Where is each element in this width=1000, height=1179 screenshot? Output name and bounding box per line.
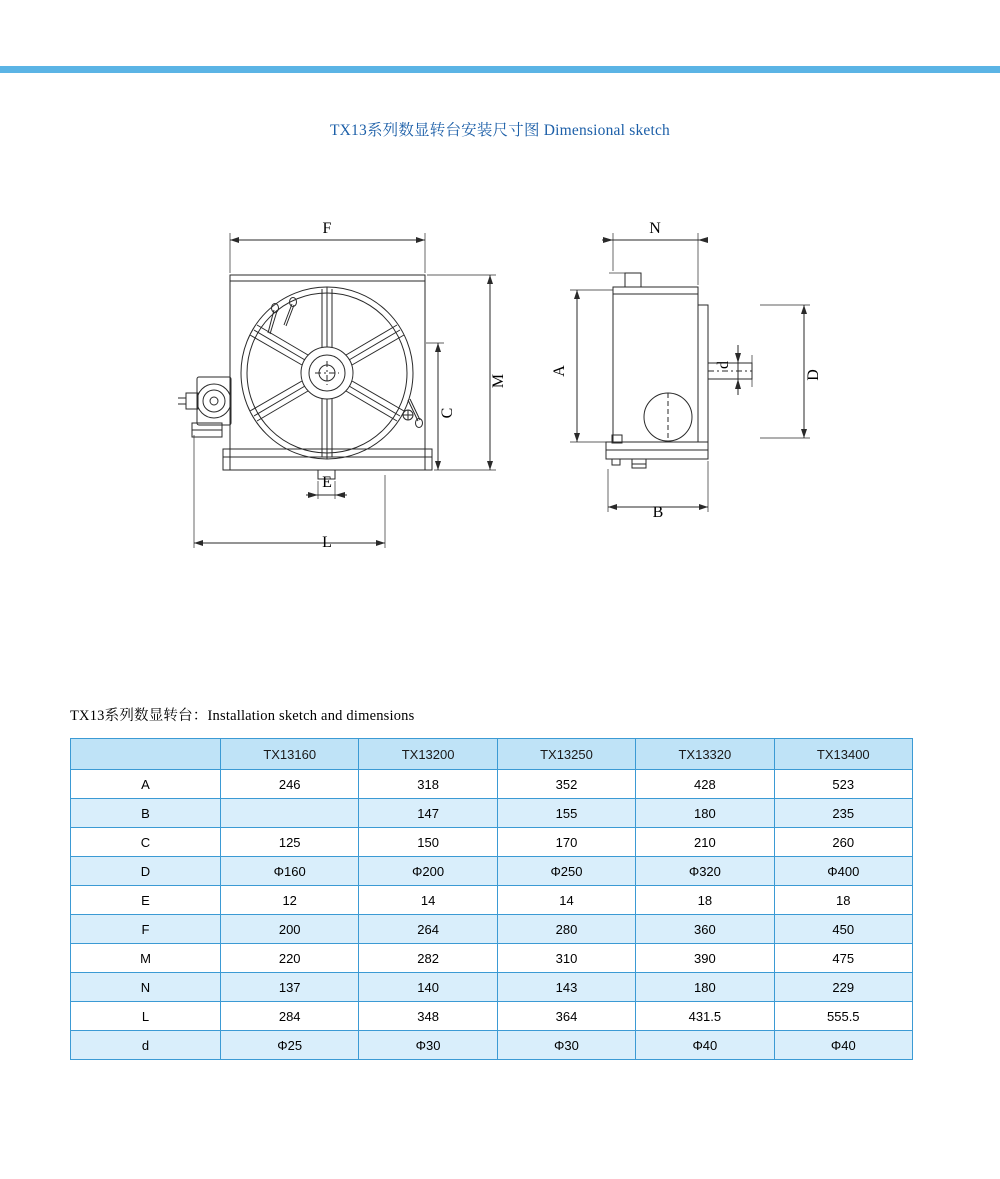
cell: 284: [221, 1002, 359, 1031]
cell: 555.5: [774, 1002, 912, 1031]
dimensions-table: [70, 738, 913, 1060]
table-row: [71, 1031, 913, 1060]
label-E: E: [322, 474, 332, 491]
label-L: L: [322, 534, 332, 551]
cell: 310: [497, 944, 635, 973]
table-row: [71, 886, 913, 915]
row-label: L: [71, 1002, 221, 1031]
table-row: [71, 828, 913, 857]
label-F: F: [322, 220, 332, 237]
row-label: d: [71, 1031, 221, 1060]
cell: 180: [636, 973, 774, 1002]
cell: 264: [359, 915, 497, 944]
cell: 200: [221, 915, 359, 944]
label-B: B: [652, 504, 664, 521]
dimensional-sketch: [60, 195, 940, 595]
cell: 280: [497, 915, 635, 944]
table-caption: TX13系列数显转台：Installation sketch and dimensions: [70, 708, 415, 724]
cell: 12: [221, 886, 359, 915]
cell: 235: [774, 799, 912, 828]
label-A: A: [551, 365, 568, 377]
cell: 318: [359, 770, 497, 799]
label-C: C: [439, 407, 456, 419]
cell: Φ25: [221, 1031, 359, 1060]
cell: 282: [359, 944, 497, 973]
row-label: D: [71, 857, 221, 886]
cell: Φ250: [497, 857, 635, 886]
cell: 143: [497, 973, 635, 1002]
cell: 475: [774, 944, 912, 973]
table-col-header-3: TX13250: [497, 739, 635, 770]
cell: 431.5: [636, 1002, 774, 1031]
cell: 523: [774, 770, 912, 799]
cell: Φ400: [774, 857, 912, 886]
cell: 150: [359, 828, 497, 857]
cell: 220: [221, 944, 359, 973]
cell: 14: [359, 886, 497, 915]
cell: 428: [636, 770, 774, 799]
cell: [221, 799, 359, 828]
row-label: A: [71, 770, 221, 799]
row-label: N: [71, 973, 221, 1002]
cell: 450: [774, 915, 912, 944]
table-row: [71, 799, 913, 828]
cell: 18: [774, 886, 912, 915]
table-row: [71, 973, 913, 1002]
cell: 14: [497, 886, 635, 915]
cell: 180: [636, 799, 774, 828]
cell: Φ160: [221, 857, 359, 886]
row-label: C: [71, 828, 221, 857]
table-row: [71, 944, 913, 973]
cell: 229: [774, 973, 912, 1002]
table-row: [71, 857, 913, 886]
cell: Φ40: [636, 1031, 774, 1060]
table-col-header-4: TX13320: [636, 739, 774, 770]
cell: 352: [497, 770, 635, 799]
cell: 390: [636, 944, 774, 973]
cell: 155: [497, 799, 635, 828]
page-title: TX13系列数显转台安装尺寸图 Dimensional sketch: [329, 122, 671, 139]
cell: 246: [221, 770, 359, 799]
cell: 364: [497, 1002, 635, 1031]
cell: 140: [359, 973, 497, 1002]
cell: Φ200: [359, 857, 497, 886]
cell: 348: [359, 1002, 497, 1031]
cell: 125: [221, 828, 359, 857]
cell: 210: [636, 828, 774, 857]
row-label: M: [71, 944, 221, 973]
cell: Φ30: [359, 1031, 497, 1060]
table-col-header-5: TX13400: [774, 739, 912, 770]
cell: 147: [359, 799, 497, 828]
label-N: N: [649, 220, 661, 237]
top-accent-bar: [0, 66, 1000, 73]
label-d: d: [715, 361, 732, 369]
table-col-header-1: TX13160: [221, 739, 359, 770]
label-D: D: [805, 369, 822, 381]
cell: 137: [221, 973, 359, 1002]
cell: Φ40: [774, 1031, 912, 1060]
label-M: M: [490, 373, 507, 389]
row-label: F: [71, 915, 221, 944]
cell: 18: [636, 886, 774, 915]
table-header-row: [71, 739, 913, 770]
row-label: B: [71, 799, 221, 828]
cell: 260: [774, 828, 912, 857]
table-row: [71, 915, 913, 944]
table-row: [71, 770, 913, 799]
cell: 360: [636, 915, 774, 944]
table-col-header-2: TX13200: [359, 739, 497, 770]
table-row: [71, 1002, 913, 1031]
cell: Φ30: [497, 1031, 635, 1060]
cell: Φ320: [636, 857, 774, 886]
table-col-header-0: [71, 739, 221, 770]
row-label: E: [71, 886, 221, 915]
cell: 170: [497, 828, 635, 857]
